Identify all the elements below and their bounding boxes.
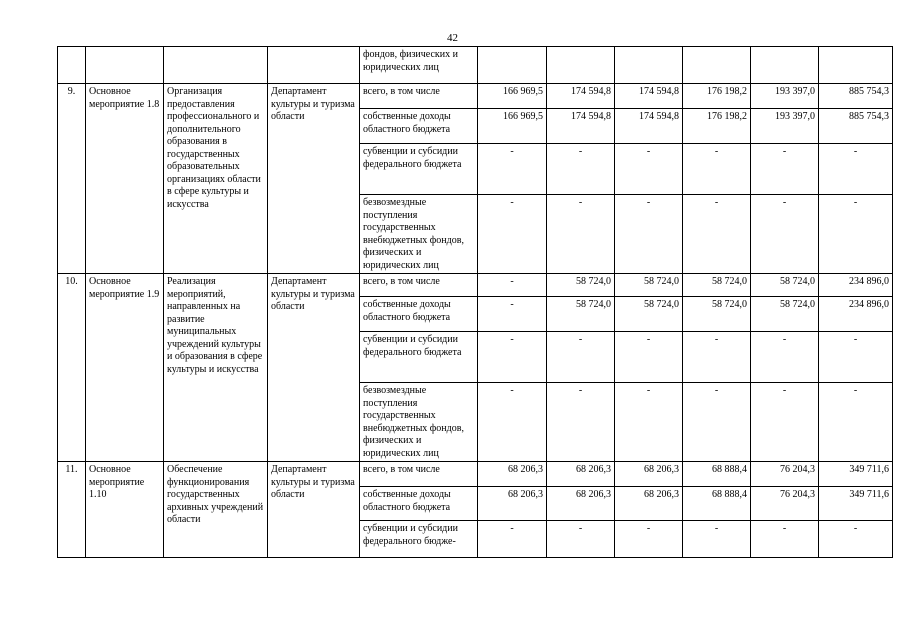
funding-value: - — [819, 383, 893, 462]
funding-value: - — [819, 521, 893, 558]
continuation-value-cell — [751, 47, 819, 84]
funding-value: - — [683, 521, 751, 558]
funding-source-label: субвенции и субсидии федерального бюджета — [360, 332, 478, 383]
funding-value: 58 724,0 — [547, 297, 615, 332]
funding-value: 176 198,2 — [683, 109, 751, 144]
executor: Департамент культуры и туризма области — [268, 274, 360, 462]
funding-value: 349 711,6 — [819, 462, 893, 487]
funding-value: - — [751, 332, 819, 383]
funding-value: - — [615, 383, 683, 462]
funding-value: 885 754,3 — [819, 109, 893, 144]
continuation-name-cell — [164, 47, 268, 84]
funding-value: 885 754,3 — [819, 84, 893, 109]
funding-source-label: безвозмездные поступления государственных внебюджетных фондов, физических и юридических лиц — [360, 195, 478, 274]
funding-value: - — [478, 297, 547, 332]
funding-value: 68 206,3 — [615, 462, 683, 487]
event-code: Основное мероприятие 1.8 — [86, 84, 164, 274]
funding-source-label: субвенции и субсидии федерального бюдже- — [360, 521, 478, 558]
item-row — [58, 84, 893, 109]
funding-value: 174 594,8 — [615, 109, 683, 144]
funding-value: 58 724,0 — [751, 297, 819, 332]
funding-value: - — [615, 144, 683, 195]
funding-value: - — [478, 274, 547, 297]
funding-value: 68 206,3 — [547, 487, 615, 521]
funding-value: 76 204,3 — [751, 462, 819, 487]
funding-value: 193 397,0 — [751, 84, 819, 109]
funding-value: 58 724,0 — [683, 274, 751, 297]
event-name: Организация предоставления профессионального и дополнительного образования в государственных образовательных организациях области в сфере культуры и искусства — [164, 84, 268, 274]
funding-value: - — [478, 195, 547, 274]
funding-value: - — [819, 332, 893, 383]
funding-value: 234 896,0 — [819, 297, 893, 332]
funding-value: - — [478, 383, 547, 462]
executor: Департамент культуры и туризма области — [268, 462, 360, 558]
funding-value: - — [819, 144, 893, 195]
funding-value: - — [683, 144, 751, 195]
continuation-value-cell — [547, 47, 615, 84]
funding-value: 58 724,0 — [615, 274, 683, 297]
funding-value: 174 594,8 — [615, 84, 683, 109]
continuation-value-cell — [683, 47, 751, 84]
continuation-source-cell: фондов, физических и юридических лиц — [360, 47, 478, 84]
funding-value: - — [615, 521, 683, 558]
item-row — [58, 462, 893, 487]
funding-source-label: всего, в том числе — [360, 274, 478, 297]
funding-value: 68 206,3 — [547, 462, 615, 487]
funding-value: 174 594,8 — [547, 109, 615, 144]
funding-value: 166 969,5 — [478, 84, 547, 109]
funding-value: 193 397,0 — [751, 109, 819, 144]
funding-value: - — [547, 521, 615, 558]
executor: Департамент культуры и туризма области — [268, 84, 360, 274]
table-body — [58, 47, 893, 558]
funding-source-label: всего, в том числе — [360, 462, 478, 487]
continuation-value-cell — [819, 47, 893, 84]
funding-value: - — [478, 521, 547, 558]
funding-value: - — [819, 195, 893, 274]
continuation-number-cell — [58, 47, 86, 84]
funding-value: 76 204,3 — [751, 487, 819, 521]
funding-value: - — [478, 144, 547, 195]
funding-value: 58 724,0 — [615, 297, 683, 332]
item-number: 10. — [58, 274, 86, 462]
funding-value: 349 711,6 — [819, 487, 893, 521]
funding-value: - — [751, 383, 819, 462]
funding-value: 68 206,3 — [478, 462, 547, 487]
funding-source-label: субвенции и субсидии федерального бюджета — [360, 144, 478, 195]
funding-value: 58 724,0 — [751, 274, 819, 297]
funding-value: - — [751, 521, 819, 558]
funding-source-label: безвозмездные поступления государственных внебюджетных фондов, физических и юридических лиц — [360, 383, 478, 462]
continuation-value-cell — [478, 47, 547, 84]
funding-value: - — [547, 383, 615, 462]
funding-source-label: собственные доходы областного бюджета — [360, 109, 478, 144]
funding-value: - — [751, 144, 819, 195]
funding-value: - — [615, 195, 683, 274]
funding-value: - — [478, 332, 547, 383]
funding-source-label: всего, в том числе — [360, 84, 478, 109]
budget-table — [57, 46, 893, 558]
funding-value: 176 198,2 — [683, 84, 751, 109]
item-row — [58, 274, 893, 297]
funding-value: - — [751, 195, 819, 274]
funding-value: 234 896,0 — [819, 274, 893, 297]
event-name: Обеспечение функционирования государственных архивных учреждений области — [164, 462, 268, 558]
funding-value: 58 724,0 — [547, 274, 615, 297]
item-number: 11. — [58, 462, 86, 558]
continuation-value-cell — [615, 47, 683, 84]
funding-value: - — [547, 195, 615, 274]
funding-value: 166 969,5 — [478, 109, 547, 144]
funding-source-label: собственные доходы областного бюджета — [360, 297, 478, 332]
event-name: Реализация мероприятий, направленных на развитие муниципальных учреждений культуры и образования в сфере культуры и искусства — [164, 274, 268, 462]
funding-value: - — [547, 332, 615, 383]
continuation-executor-cell — [268, 47, 360, 84]
continuation-event-cell — [86, 47, 164, 84]
funding-value: - — [683, 195, 751, 274]
funding-value: 58 724,0 — [683, 297, 751, 332]
funding-value: 68 888,4 — [683, 487, 751, 521]
funding-value: - — [615, 332, 683, 383]
funding-source-label: собственные доходы областного бюджета — [360, 487, 478, 521]
continuation-row — [58, 47, 893, 84]
funding-value: 68 206,3 — [615, 487, 683, 521]
funding-value: 68 206,3 — [478, 487, 547, 521]
funding-value: - — [683, 383, 751, 462]
funding-value: - — [683, 332, 751, 383]
event-code: Основное мероприятие 1.10 — [86, 462, 164, 558]
item-number: 9. — [58, 84, 86, 274]
page-number: 42 — [447, 32, 458, 44]
funding-value: 174 594,8 — [547, 84, 615, 109]
funding-value: 68 888,4 — [683, 462, 751, 487]
funding-value: - — [547, 144, 615, 195]
event-code: Основное мероприятие 1.9 — [86, 274, 164, 462]
